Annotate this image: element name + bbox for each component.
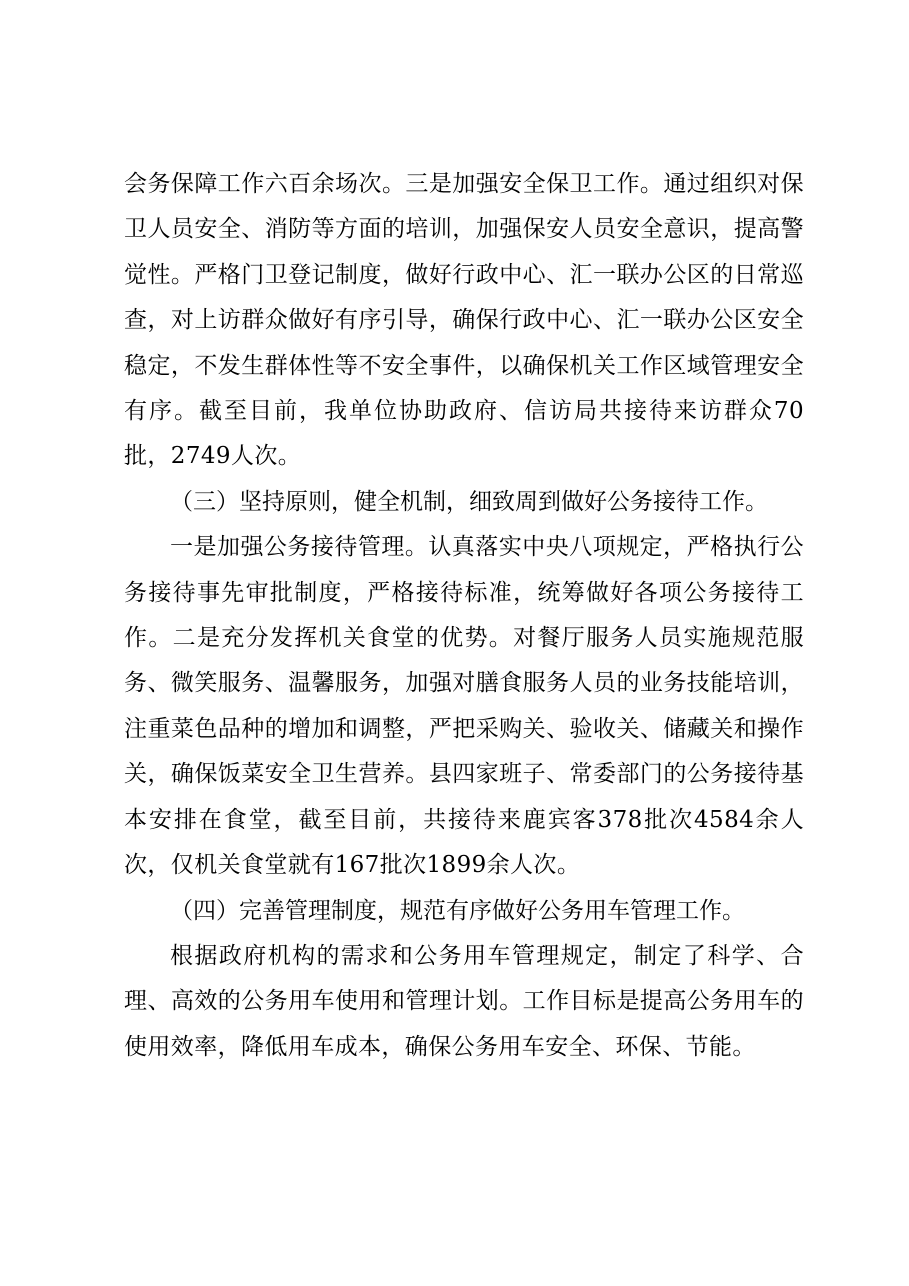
paragraph-vehicle-management: 根据政府机构的需求和公务用车管理规定，制定了科学、合理、高效的公务用车使用和管理计划。工作目标是提高公务用车的使用效率，降低用车成本，确保公务用车安全、环保、节能。 <box>124 942 804 1060</box>
paragraph-reception-work: 一是加强公务接待管理。认真落实中央八项规定，严格执行公务接待事先审批制度，严格接待标准，统筹做好各项公务接待工作。二是充分发挥机关食堂的优势。对餐厅服务人员实施规范服务、微笑服务、温馨服务，加强对膳食服务人员的业务技能培训，注重菜色品种的增加和调整，严把采购关、验收关、储藏关和操作关，确保饭菜安全卫生营养。县四家班子、常委部门的公务接待基本安排在食堂，截至目前，共接待来鹿宾客378批次4584余人次，仅机关食堂就有167批次1899余人次。 <box>124 534 804 879</box>
paragraph-security-work: 会务保障工作六百余场次。三是加强安全保卫工作。通过组织对保卫人员安全、消防等方面的培训，加强保安人员安全意识，提高警觉性。严格门卫登记制度，做好行政中心、汇一联办公区的日常巡查，对上访群众做好有序引导，确保行政中心、汇一联办公区安全稳定，不发生群体性等不安全事件，以确保机关工作区域管理安全有序。截至目前，我单位协助政府、信访局共接待来访群众70批，2749人次。 <box>124 171 804 470</box>
section-heading-vehicles: （四）完善管理制度，规范有序做好公务用车管理工作。 <box>170 897 745 924</box>
section-heading-reception: （三）坚持原则，健全机制，细致周到做好公务接待工作。 <box>170 488 768 515</box>
document-page <box>124 162 804 1070</box>
